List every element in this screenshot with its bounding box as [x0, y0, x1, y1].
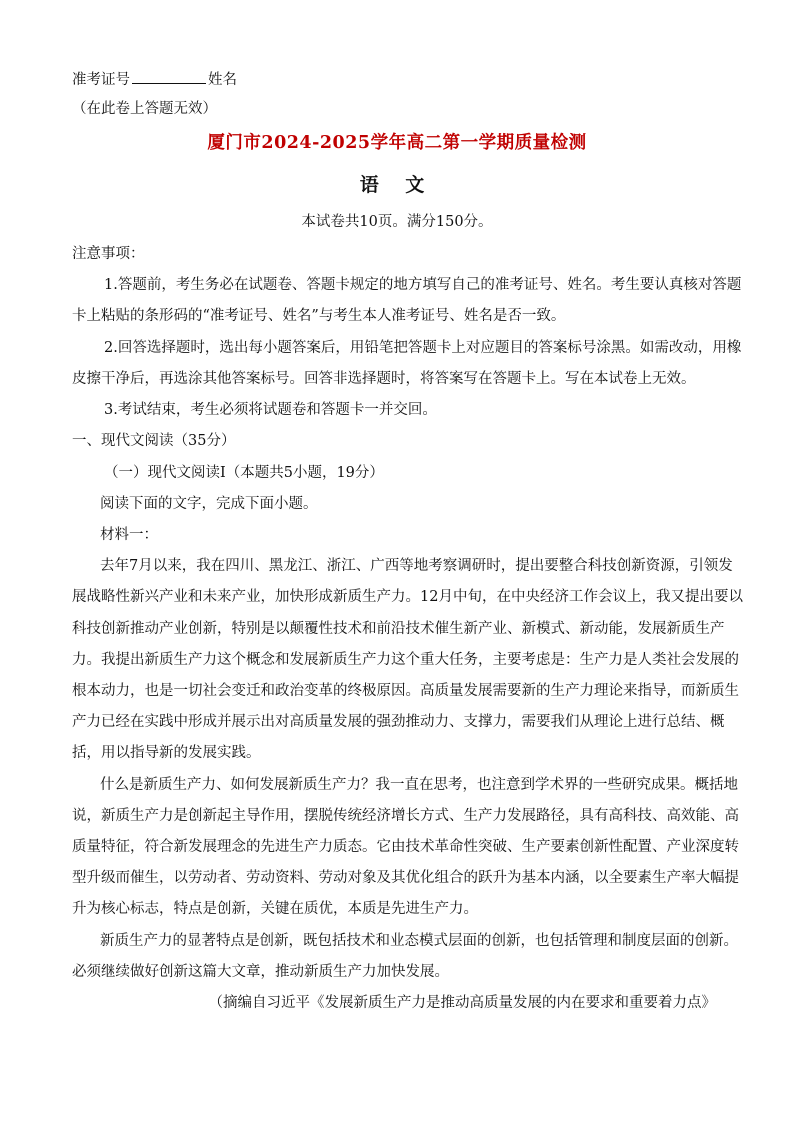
name-label: 姓名: [208, 72, 237, 88]
exam-id-blank: [132, 68, 206, 84]
invalid-note: （在此卷上答题无效）: [72, 101, 217, 117]
passage-line: 质量特征，符合新发展理念的先进生产力质态。它由技术革命性突破、生产要素创新性配置、产业深度转: [72, 839, 739, 855]
passage-line: 括，用以指导新的发展实践。: [72, 745, 261, 761]
passage-line: 说，新质生产力是创新起主导作用，摆脱传统经济增长方式、生产力发展路径，具有高科技、高效能、高: [72, 808, 739, 824]
passage-line: 根本动力，也是一切社会变迁和政治变革的终极原因。高质量发展需要新的生产力理论来指导，而新质生: [72, 683, 739, 699]
notice-item-2-line1: 2.回答选择题时，选出每小题答案后，用铅笔把答题卡上对应题目的答案标号涂黑。如需改动，用橡: [104, 340, 742, 356]
section-heading: 一、现代文阅读（35分）: [72, 433, 236, 449]
passage-line: 产力已经在实践中形成并展示出对高质量发展的强劲推动力、支撑力，需要我们从理论上进行总结、概: [72, 714, 725, 730]
subject-title: 语 文: [359, 174, 435, 196]
material-label: 材料一：: [100, 527, 158, 543]
exam-id-label: 准考证号: [72, 72, 130, 88]
passage-line: 必须继续做好创新这篇大文章，推动新质生产力加快发展。: [72, 964, 449, 980]
notice-item-3: 3.考试结束，考生必须将试题卷和答题卡一并交回。: [104, 402, 437, 418]
passage-line: 展战略性新兴产业和未来产业，加快形成新质生产力。12月中旬，在中央经济工作会议上，我又提出要以: [72, 589, 743, 605]
notice-item-1-line2: 卡上粘贴的条形码的“准考证号、姓名”与考生本人准考证号、姓名是否一致。: [72, 308, 566, 324]
passage-line: 力。我提出新质生产力这个概念和发展新质生产力这个重大任务，主要考虑是：生产力是人类社会发展的: [72, 652, 739, 668]
passage-line: 去年7月以来，我在四川、黑龙江、浙江、广西等地考察调研时，提出要整合科技创新资源，引领发: [100, 558, 733, 574]
section-instruction: 阅读下面的文字，完成下面小题。: [100, 496, 318, 512]
passage-line: 科技创新推动产业创新，特别是以颠覆性技术和前沿技术催生新产业、新模式、新动能，发展新质生产: [72, 621, 725, 637]
page-info: 本试卷共10页。满分150分。: [301, 214, 493, 230]
section-subheading: （一）现代文阅读Ⅰ（本题共5小题，19分）: [104, 465, 384, 481]
notice-item-1-line1: 1.答题前，考生务必在试题卷、答题卡规定的地方填写自己的准考证号、姓名。考生要认真核对答题: [104, 277, 742, 293]
passage-line: 型升级而催生，以劳动者、劳动资料、劳动对象及其优化组合的跃升为基本内涵，以全要素生产率大幅提: [72, 870, 739, 886]
passage-source: （摘编自习近平《发展新质生产力是推动高质量发展的内在要求和重要着力点》: [208, 995, 716, 1011]
passage-line: 升为核心标志，特点是创新，关键在质优，本质是先进生产力。: [72, 901, 478, 917]
exam-id-row: [72, 68, 722, 90]
passage-line: 什么是新质生产力、如何发展新质生产力？我一直在思考，也注意到学术界的一些研究成果。概括地: [100, 777, 738, 793]
notice-item-2-line2: 皮擦干净后，再选涂其他答案标号。回答非选择题时，将答案写在答题卡上。写在本试卷上无效。: [72, 371, 696, 387]
page-title: 厦门市2024-2025学年高二第一学期质量检测: [207, 133, 587, 153]
passage-line: 新质生产力的显著特点是创新，既包括技术和业态模式层面的创新，也包括管理和制度层面的创新。: [100, 933, 738, 949]
notice-heading: 注意事项：: [72, 246, 145, 262]
